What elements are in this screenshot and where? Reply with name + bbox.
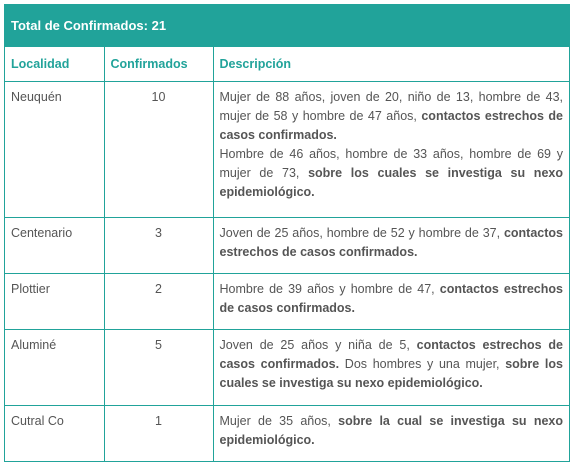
cell-descripcion (213, 218, 569, 274)
header-row (5, 47, 569, 81)
desc-bold: contactos estrechos de casos confirmados. (219, 108, 563, 142)
desc-bold: sobre los cuales se investiga su nexo epidemiológico. (219, 165, 563, 199)
desc-text: Mujer de 35 años, (219, 414, 339, 428)
cell-confirmados: 1 (104, 406, 213, 462)
desc-bold: contactos estrechos de casos confirmados. (219, 226, 563, 259)
cell-confirmados: 10 (104, 82, 213, 218)
header-confirmados: Confirmados (104, 47, 213, 81)
desc-bold: contactos estrechos de casos confirmados. (219, 282, 563, 315)
header-descripcion: Descripción (213, 47, 569, 81)
cell-confirmados: 5 (104, 330, 213, 406)
table-row (5, 406, 569, 462)
cases-table-container (4, 4, 570, 462)
cell-descripcion (213, 330, 569, 406)
cell-confirmados: 2 (104, 274, 213, 330)
header-localidad: Localidad (5, 47, 104, 81)
desc-paragraph (220, 145, 564, 202)
cell-descripcion (213, 82, 569, 218)
cell-localidad: Centenario (5, 218, 104, 274)
cell-confirmados: 3 (104, 218, 213, 274)
desc-bold: contactos estrechos de casos confirmados. (219, 338, 563, 371)
cell-localidad: Cutral Co (5, 406, 104, 462)
desc-text: Hombre de 46 años, hombre de 33 años, hombre de 69 y mujer de 73, (219, 146, 563, 180)
cell-localidad: Plottier (5, 274, 104, 330)
cases-table (5, 47, 569, 82)
cell-localidad: Aluminé (5, 330, 104, 406)
cell-localidad: Neuquén (5, 82, 104, 218)
table-row (5, 274, 569, 330)
desc-text: Joven de 25 años y niña de 5, (219, 338, 417, 352)
table-row (5, 82, 569, 218)
desc-bold: sobre la cual se investiga su nexo epidemiológico. (219, 414, 563, 447)
desc-bold: sobre los cuales se investiga su nexo epidemiológico. (219, 357, 563, 390)
desc-paragraph (220, 88, 564, 145)
desc-text: Joven de 25 años, hombre de 52 y hombre de 37, (219, 226, 504, 240)
table-row (5, 330, 569, 406)
desc-text: Mujer de 88 años, joven de 20, niño de 13, hombre de 43, mujer de 58 y hombre de 47 años, (219, 89, 563, 123)
cell-descripcion (213, 406, 569, 462)
cases-body (5, 82, 569, 462)
table-row (5, 218, 569, 274)
table-title: Total de Confirmados: 21 (5, 5, 569, 47)
cell-descripcion (213, 274, 569, 330)
desc-text: Hombre de 39 años y hombre de 47, (219, 282, 440, 296)
desc-text: Dos hombres y una mujer, (339, 357, 506, 371)
